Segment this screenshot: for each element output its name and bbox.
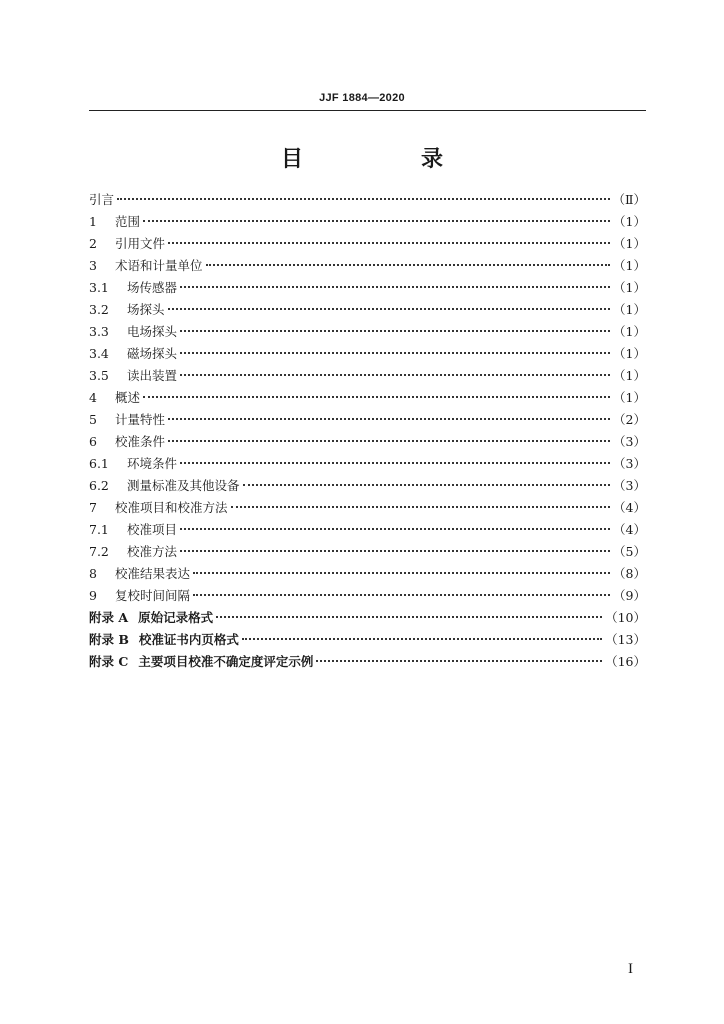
toc-entry[interactable]	[89, 453, 646, 475]
toc-entry-page: （9）	[613, 588, 646, 603]
toc-leader-dots	[168, 440, 610, 442]
toc-leader-dots	[243, 484, 611, 486]
toc-entry-title: 主要项目校准不确定度评定示例	[138, 654, 314, 669]
toc-entry-page: （3）	[613, 478, 646, 493]
toc-entry-number: 3.5	[89, 368, 109, 383]
toc-leader-dots	[180, 374, 610, 376]
toc-entry-page: （1）	[613, 214, 646, 229]
toc-entry[interactable]	[89, 431, 646, 453]
toc-leader-dots	[168, 418, 610, 420]
toc-leader-dots	[117, 198, 609, 200]
toc-entry-title: 校准项目和校准方法	[115, 500, 228, 515]
toc-entry[interactable]	[89, 321, 646, 343]
toc-entry-number: 2	[89, 236, 97, 251]
page-number: I	[628, 961, 633, 977]
toc-entry[interactable]	[89, 233, 646, 255]
toc-leader-dots	[180, 462, 610, 464]
toc-entry-title: 场传感器	[127, 280, 178, 295]
toc-entry[interactable]	[89, 475, 646, 497]
toc-entry[interactable]	[89, 255, 646, 277]
toc-leader-dots	[242, 638, 602, 640]
toc-entry[interactable]	[89, 343, 646, 365]
toc-entry-title: 术语和计量单位	[115, 258, 203, 273]
toc-leader-dots	[180, 286, 610, 288]
toc-entry-number: 3.2	[89, 302, 109, 317]
toc-entry-number: 3	[89, 258, 97, 273]
toc-entry-page: （1）	[613, 280, 646, 295]
toc-leader-dots	[143, 396, 610, 398]
toc-entry-title: 环境条件	[127, 456, 178, 471]
toc-entry-page: （4）	[613, 522, 646, 537]
toc-leader-dots	[206, 264, 611, 266]
toc-entry[interactable]	[89, 299, 646, 321]
toc-entry[interactable]	[89, 211, 646, 233]
toc-entry[interactable]	[89, 497, 646, 519]
toc-entry-page: （1）	[613, 390, 646, 405]
toc-entry[interactable]	[89, 387, 646, 409]
toc-entry-title: 校准结果表达	[115, 566, 191, 581]
toc-entry-title: 磁场探头	[127, 346, 178, 361]
toc-entry-page: （8）	[613, 566, 646, 581]
toc-leader-dots	[231, 506, 611, 508]
toc-entry-page: （1）	[613, 368, 646, 383]
toc-entry-page: （5）	[613, 544, 646, 559]
toc-entry-number: 3.3	[89, 324, 109, 339]
toc-entry[interactable]	[89, 519, 646, 541]
toc-entry-number: 附录 B	[89, 632, 129, 647]
toc-entry[interactable]	[89, 541, 646, 563]
toc-leader-dots	[180, 352, 610, 354]
toc-entry-page: （2）	[613, 412, 646, 427]
toc-entry-page: （1）	[613, 324, 646, 339]
toc-entry-title: 场探头	[127, 302, 165, 317]
toc-entry-number: 6.1	[89, 456, 109, 471]
toc-entry-title: 引言	[89, 192, 115, 207]
toc-entry-title: 计量特性	[115, 412, 166, 427]
toc-entry-number: 6	[89, 434, 97, 449]
toc-entry-page: （16）	[605, 654, 646, 669]
toc-entry-number: 3.4	[89, 346, 109, 361]
toc-entry[interactable]	[89, 189, 646, 211]
toc-leader-dots	[316, 660, 602, 662]
toc-entry-title: 读出装置	[127, 368, 178, 383]
toc-leader-dots	[143, 220, 610, 222]
toc-entry[interactable]	[89, 563, 646, 585]
toc-entry-number: 4	[89, 390, 97, 405]
toc-entry-title: 概述	[115, 390, 141, 405]
toc-entry[interactable]	[89, 277, 646, 299]
toc-entry-number: 8	[89, 566, 97, 581]
toc-entry-title: 原始记录格式	[138, 610, 214, 625]
toc-entry-title: 校准项目	[127, 522, 178, 537]
toc-leader-dots	[216, 616, 602, 618]
toc-entry-page: （10）	[605, 610, 646, 625]
toc-entry-number: 1	[89, 214, 97, 229]
toc-entry-page: （1）	[613, 236, 646, 251]
toc-entry-page: （1）	[613, 258, 646, 273]
toc-entry-number: 7.1	[89, 522, 109, 537]
toc-leader-dots	[193, 572, 610, 574]
toc-entry-number: 5	[89, 412, 97, 427]
toc-entry[interactable]	[89, 629, 646, 651]
toc-entry-title: 复校时间间隔	[115, 588, 191, 603]
toc-entry-title: 校准方法	[127, 544, 178, 559]
toc-leader-dots	[180, 330, 610, 332]
toc-entry-title: 校准证书内页格式	[138, 632, 239, 647]
toc-entry-page: （3）	[613, 456, 646, 471]
toc-entry[interactable]	[89, 651, 646, 673]
toc-entry-number: 7	[89, 500, 97, 515]
toc-entry-page: （13）	[605, 632, 646, 647]
toc-entry-number: 3.1	[89, 280, 109, 295]
toc-leader-dots	[168, 308, 611, 310]
toc-entry-page: （Ⅱ）	[612, 192, 646, 207]
toc-entry-title: 引用文件	[115, 236, 166, 251]
toc-entry-title: 测量标准及其他设备	[127, 478, 240, 493]
toc-entry-page: （4）	[613, 500, 646, 515]
toc-leader-dots	[180, 550, 610, 552]
header-rule	[89, 110, 646, 111]
toc-entry[interactable]	[89, 585, 646, 607]
toc-entry-page: （1）	[613, 302, 646, 317]
table-of-contents	[89, 189, 646, 673]
toc-entry[interactable]	[89, 409, 646, 431]
toc-entry[interactable]	[89, 607, 646, 629]
toc-entry-title: 电场探头	[127, 324, 178, 339]
toc-leader-dots	[180, 528, 610, 530]
toc-leader-dots	[168, 242, 610, 244]
toc-entry-title: 校准条件	[115, 434, 166, 449]
toc-entry-number: 附录 A	[89, 610, 129, 625]
toc-entry-number: 附录 C	[89, 654, 129, 669]
toc-entry-number: 7.2	[89, 544, 109, 559]
toc-entry[interactable]	[89, 365, 646, 387]
page-title: 目 录	[280, 147, 491, 172]
toc-leader-dots	[193, 594, 610, 596]
standard-code: JJF 1884—2020	[319, 92, 405, 104]
toc-entry-number: 9	[89, 588, 97, 603]
toc-entry-page: （3）	[613, 434, 646, 449]
toc-entry-title: 范围	[115, 214, 141, 229]
toc-entry-number: 6.2	[89, 478, 109, 493]
toc-entry-page: （1）	[613, 346, 646, 361]
